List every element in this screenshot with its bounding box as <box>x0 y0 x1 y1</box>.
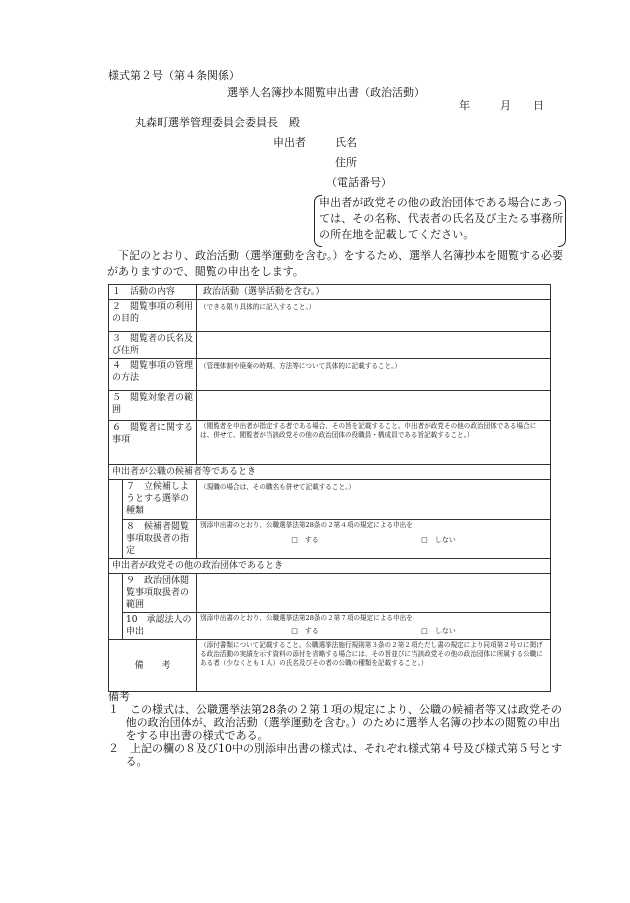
table-row <box>109 574 551 613</box>
row4-label: ４ 閲覧事項の管理の方法 <box>109 359 197 391</box>
intro-text: 下記のとおり、政治活動（選挙運動を含む。）をするため、選挙人名簿抄本を閲覧する必要がありますので、閲覧の申出をします。 <box>107 249 564 278</box>
row4-value[interactable] <box>197 359 551 391</box>
remarks-label: 備 考 <box>109 640 197 692</box>
row10-label: 10 承認法人の申出 <box>123 613 197 640</box>
table-row <box>109 391 551 421</box>
note-item: ２ 上記の欄の８及び10中の別添申出書の様式は、それぞれ様式第４号及び様式第５号とする。 <box>108 742 562 768</box>
table-row <box>109 640 551 692</box>
row10-text: 別添申出書のとおり、公職選挙法第28条の２第７項の規定による申出を <box>200 614 413 622</box>
row3-value[interactable] <box>197 332 551 359</box>
row2-label: ２ 閲覧事項の利用の目的 <box>109 300 197 332</box>
row8-label: ８ 候補者閲覧事項取扱者の指定 <box>123 520 197 559</box>
row4-hint: （管理体制や廃棄の時期、方法等について具体的に記載すること。） <box>200 362 401 370</box>
table-row <box>109 465 551 480</box>
table-row <box>109 613 551 640</box>
page-title: 選挙人名簿抄本閲覧申出書（政治活動） <box>227 86 425 99</box>
table-row <box>109 559 551 574</box>
section-b-indent <box>109 574 123 640</box>
row10-option-yes[interactable]: □ する <box>291 627 319 635</box>
table-row <box>109 421 551 465</box>
row7-hint: （現職の場合は、その職名も併せて記載すること。） <box>200 483 355 491</box>
table-row <box>109 520 551 559</box>
applicant-note: 申出者が政党その他の政治団体である場合にあっては、その名称、代表者の氏名及び主たる事務所の所在地を記載してください。 <box>319 196 564 241</box>
applicant-address-label: 住所 <box>335 156 357 169</box>
form-number: 様式第２号（第４条関係） <box>108 69 240 82</box>
row6-value[interactable] <box>197 421 551 465</box>
row5-label: ５ 閲覧対象者の範囲 <box>109 391 197 421</box>
intro-paragraph <box>107 248 567 280</box>
application-table <box>108 284 551 692</box>
row10-option-no[interactable]: □ しない <box>421 627 456 635</box>
row6-label: ６ 閲覧者に関する事項 <box>109 421 197 465</box>
row2-hint: （できる限り具体的に記入すること。） <box>200 303 316 311</box>
table-row <box>109 480 551 520</box>
applicant-phone-label: （電話番号） <box>326 176 392 189</box>
row6-hint: （閲覧者を申出者が指定する者である場合、その旨を記載すること。申出者が政党その他の政治団体である場合には、併せて、閲覧者が当該政党その他の政治団体の役職員・構成員である旨記載すること。） <box>200 422 537 439</box>
remarks-hint: （添付書類について記載すること。公職選挙法施行規則第３条の２第２項ただし書の規定により同項第２号ロに掲げる政治活動の実績を示す資料の添付を省略する場合には、その旨並びに当該政党その他の政治団体に所属する公職にある者（少なくとも１人）の氏名及びその者の公職の種類を記載すること。） <box>200 641 543 667</box>
row1-value: 政治活動（選挙活動を含む。） <box>197 285 551 300</box>
section-a-indent <box>109 480 123 559</box>
applicant-note-bracket <box>314 195 566 245</box>
row8-value <box>197 520 551 559</box>
addressee: 丸森町選挙管理委員会委員長 殿 <box>135 116 300 129</box>
row9-label: ９ 政治団体閲覧事項取扱者の範囲 <box>123 574 197 613</box>
row10-value <box>197 613 551 640</box>
row8-option-no[interactable]: □ しない <box>421 536 456 544</box>
notes-heading: 備考 <box>108 690 130 703</box>
date-month: 月 <box>500 99 511 112</box>
remarks-value[interactable] <box>197 640 551 692</box>
table-row <box>109 359 551 391</box>
row3-label: ３ 閲覧者の氏名及び住所 <box>109 332 197 359</box>
section-b-heading: 申出者が政党その他の政治団体であるとき <box>109 559 551 574</box>
row7-value[interactable] <box>197 480 551 520</box>
date-year: 年 <box>459 99 470 112</box>
table-row <box>109 300 551 332</box>
row8-option-yes[interactable]: □ する <box>291 536 319 544</box>
table-row <box>109 332 551 359</box>
row2-value[interactable] <box>197 300 551 332</box>
table-row <box>109 285 551 300</box>
row9-value[interactable] <box>197 574 551 613</box>
row1-label: １ 活動の内容 <box>109 285 197 300</box>
row7-label: ７ 立候補しようとする選挙の種類 <box>123 480 197 520</box>
row8-text: 別添申出書のとおり、公職選挙法第28条の２第４項の規定による申出を <box>200 521 413 529</box>
section-a-heading: 申出者が公職の候補者等であるとき <box>109 465 551 480</box>
applicant-name-label: 氏名 <box>335 136 357 149</box>
date-day: 日 <box>533 99 544 112</box>
row5-value[interactable] <box>197 391 551 421</box>
notes-section <box>108 690 568 768</box>
note-item: １ この様式は、公職選挙法第28条の２第１項の規定により、公職の候補者等又は政党その他の政治団体が、政治活動（選挙運動を含む。）のために選挙人名簿の抄本の閲覧の申出をする申出書の様式である。 <box>108 703 562 742</box>
applicant-label: 申出者 <box>273 136 306 149</box>
